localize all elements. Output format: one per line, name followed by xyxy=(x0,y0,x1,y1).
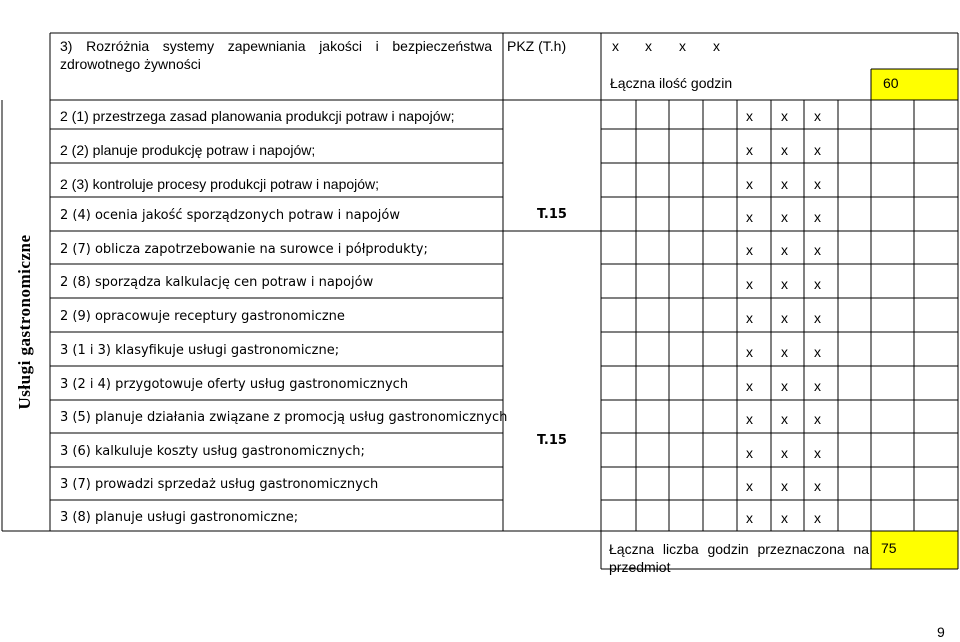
row-mark: x xyxy=(746,478,753,494)
row-text-6: 2 (8) sporządza kalkulację cen potraw i napojów xyxy=(60,275,374,290)
total-hours-label: Łączna ilość godzin xyxy=(610,75,733,91)
section-title: 3) Rozróżnia systemy zapewniania jakości i bezpieczeństwa zdrowotnego żywności xyxy=(60,38,492,72)
row-mark: x xyxy=(814,142,821,158)
subject-total-value: 75 xyxy=(881,540,897,556)
row-text-3: 2 (3) kontroluje procesy produkcji potraw i napojów; xyxy=(60,176,380,192)
row-mark: x xyxy=(781,510,788,526)
row-text-9: 3 (2 i 4) przygotowuje oferty usług gastronomicznych xyxy=(60,377,409,392)
subject-total-label: Łączna liczba godzin przeznaczona na przedmiot xyxy=(609,541,869,575)
unit-label-text: Usługi gastronomiczne xyxy=(15,234,34,410)
row-mark: x xyxy=(781,108,788,124)
row-mark: x xyxy=(781,276,788,292)
row-text-10: 3 (5) planuje działania związane z promocją usług gastronomicznych xyxy=(60,410,508,425)
row-mark: x xyxy=(814,310,821,326)
module-code: PKZ (T.h) xyxy=(507,38,567,54)
row-mark: x xyxy=(781,209,788,225)
row-mark: x xyxy=(814,176,821,192)
row-mark: x xyxy=(746,411,753,427)
row-text-2: 2 (2) planuje produkcję potraw i napojów; xyxy=(60,142,316,158)
total-hours-value: 60 xyxy=(883,75,899,91)
row-mark: x xyxy=(814,478,821,494)
row-mark: x xyxy=(814,242,821,258)
row-mark: x xyxy=(746,108,753,124)
row-mark: x xyxy=(814,344,821,360)
row-mark: x xyxy=(814,209,821,225)
header-mark-1: x xyxy=(612,38,619,54)
row-mark: x xyxy=(781,378,788,394)
row-text-13: 3 (8) planuje usługi gastronomiczne; xyxy=(60,510,299,525)
row-mark: x xyxy=(781,411,788,427)
header-mark-2: x xyxy=(645,38,652,54)
row-text-12: 3 (7) prowadzi sprzedaż usług gastronomicznych xyxy=(60,477,379,492)
row-text-8: 3 (1 i 3) klasyfikuje usługi gastronomiczne; xyxy=(60,343,340,358)
row-mark: x xyxy=(814,510,821,526)
row-mark: x xyxy=(746,378,753,394)
row-mark: x xyxy=(781,176,788,192)
row-mark: x xyxy=(781,310,788,326)
row-mark: x xyxy=(746,445,753,461)
row-mark: x xyxy=(746,510,753,526)
row-text-4: 2 (4) ocenia jakość sporządzonych potraw i napojów xyxy=(60,208,400,223)
module-code-t15-second: T.15 xyxy=(537,433,567,448)
row-mark: x xyxy=(746,176,753,192)
page-number: 9 xyxy=(937,624,945,640)
unit-label xyxy=(5,226,45,418)
header-mark-4: x xyxy=(713,38,720,54)
row-mark: x xyxy=(814,378,821,394)
header-mark-3: x xyxy=(679,38,686,54)
row-mark: x xyxy=(781,344,788,360)
row-mark: x xyxy=(746,310,753,326)
row-mark: x xyxy=(746,344,753,360)
row-mark: x xyxy=(746,142,753,158)
row-text-11: 3 (6) kalkuluje koszty usług gastronomicznych; xyxy=(60,444,365,459)
row-mark: x xyxy=(746,276,753,292)
row-mark: x xyxy=(781,242,788,258)
row-mark: x xyxy=(814,276,821,292)
row-text-5: 2 (7) oblicza zapotrzebowanie na surowce i półprodukty; xyxy=(60,242,428,257)
row-mark: x xyxy=(814,411,821,427)
row-mark: x xyxy=(746,242,753,258)
row-mark: x xyxy=(814,445,821,461)
row-mark: x xyxy=(781,142,788,158)
module-code-t15-first: T.15 xyxy=(537,207,567,222)
row-mark: x xyxy=(746,209,753,225)
row-text-1: 2 (1) przestrzega zasad planowania produkcji potraw i napojów; xyxy=(60,108,455,124)
row-text-7: 2 (9) opracowuje receptury gastronomiczne xyxy=(60,309,345,324)
row-mark: x xyxy=(781,445,788,461)
row-mark: x xyxy=(781,478,788,494)
row-mark: x xyxy=(814,108,821,124)
